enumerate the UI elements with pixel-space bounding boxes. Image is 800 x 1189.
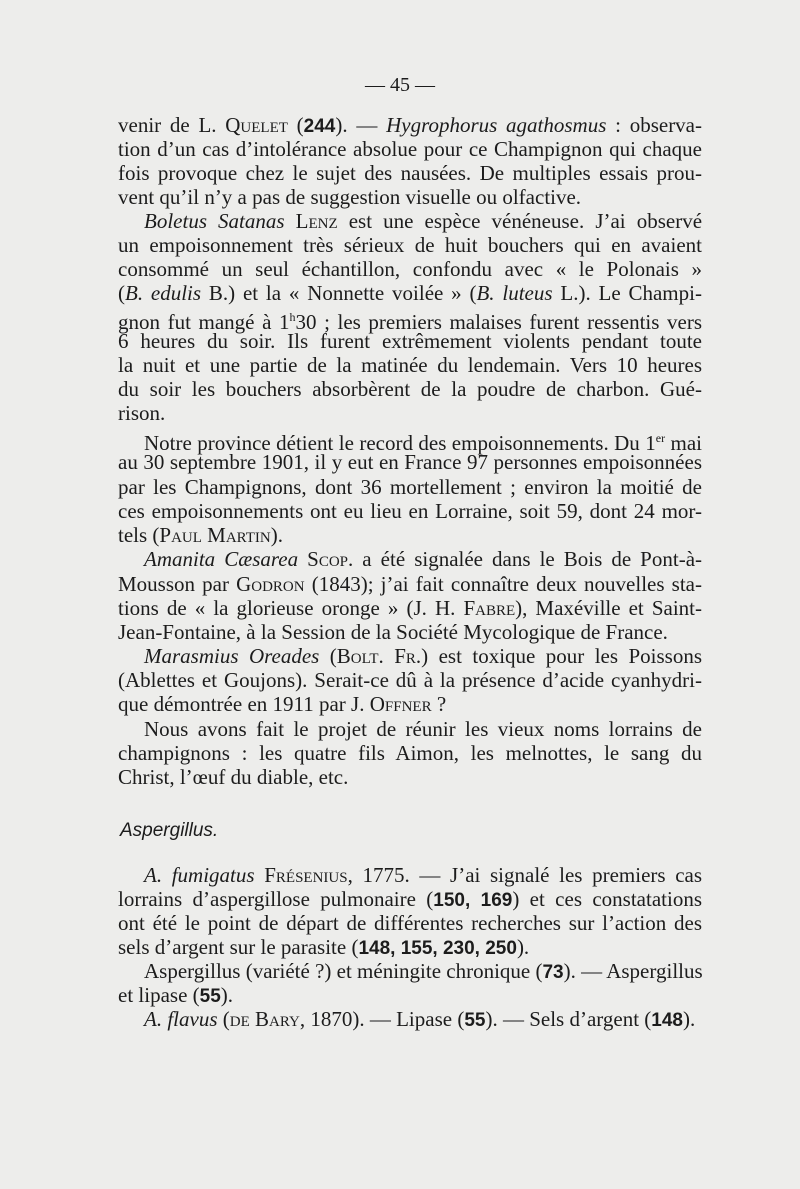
text-line [144,959,702,985]
text-segment: ces empoisonnements ont eu lieu en Lorraine, soit 59, dont 24 mor- [118,499,702,523]
text-line [118,935,702,961]
text-segment: gnon fut mangé à 1 [118,310,290,334]
text-segment: Mousson par [118,572,237,596]
text-segment: ( [118,281,125,305]
text-segment: mai [665,431,703,455]
text-segment [285,209,296,233]
text-segment: Amanita Cæsarea [144,547,299,571]
text-segment: de Bary [229,1007,300,1031]
text-line [144,209,702,233]
text-segment: fois provoque chez le sujet des nausées. De multiples essais prou- [118,161,702,185]
text-segment: B.) et la « Nonnette voilée » ( [201,281,477,305]
text-segment: ont été le point de départ de différentes recherches sur l’action des [118,911,702,935]
text-line [118,572,702,596]
text-line [118,475,702,499]
text-line [118,281,702,305]
text-line [118,257,702,281]
text-line [118,329,702,353]
text-line [118,741,702,765]
text-segment: vent qu’il n’y a pas de suggestion visuelle ou olfactive. [118,185,582,209]
text-segment: B. edulis [125,281,202,305]
text-segment: 244 [303,116,336,137]
text-line [118,233,702,257]
text-line [118,377,702,401]
text-segment: : observa- [606,113,702,137]
text-segment: 73 [542,962,564,983]
text-segment: h [289,310,296,324]
text-segment: Paul Martin [159,523,271,547]
text-line [118,620,702,644]
text-segment: 55 [464,1010,486,1031]
text-segment: . a été signalée dans le Bois de Pont-à- [348,547,703,571]
text-line [118,596,702,620]
text-segment: ? [431,692,447,716]
text-segment: A. fumigatus [144,863,255,887]
text-line [118,911,702,935]
text-segment: (1843); j’ai fait connaître deux nouvelles sta- [304,572,702,596]
text-segment: et lipase ( [118,983,200,1007]
text-segment: ) est toxique pour les Poissons [421,644,702,668]
text-segment: par les Champignons, dont 36 mortellement ; environ la moitié de [118,475,702,499]
text-segment: Godron [236,572,305,596]
text-segment: lorrains d’aspergillose pulmonaire ( [118,887,434,911]
text-segment: , 1870). — Lipase ( [299,1007,465,1031]
text-segment: A. flavus [144,1007,218,1031]
text-segment: Fabre [463,596,516,620]
text-segment: er [655,431,666,445]
text-segment: que démontrée en 1911 par J. [118,692,370,716]
text-segment: 30 ; les premiers malaises furent ressentis vers [295,310,703,334]
text-line [118,499,702,523]
text-line [118,668,702,692]
text-line [118,523,702,547]
text-line [118,401,702,425]
text-segment: Hygrophorus agathosmus [386,113,607,137]
text-segment: Notre province détient le record des empoisonnements. Du 1 [144,431,656,455]
text-line [118,353,702,377]
text-segment: ( [217,1007,230,1031]
text-segment: ), Maxéville et Saint- [515,596,702,620]
text-segment: rison. [118,401,166,425]
text-segment: ). [220,983,234,1007]
text-line [118,161,702,185]
text-segment: consommé un seul échantillon, confondu avec « le Polonais » [118,257,702,281]
text-segment: ). — [335,113,387,137]
text-segment: ). [270,523,284,547]
text-segment: la nuit et une partie de la matinée du lendemain. Vers 10 heures [118,353,702,377]
text-segment: tels ( [118,523,160,547]
text-line [118,887,702,913]
text-segment: champignons : les quatre fils Aimon, les melnottes, le sang du [118,741,702,765]
text-line [118,185,702,209]
text-segment: 148, 155, 230, 250 [358,938,517,959]
text-segment: venir de L. [118,113,226,137]
text-segment: Marasmius Oreades [144,644,320,668]
text-line [118,983,702,1009]
text-segment: Aspergillus (variété ?) et méningite chronique ( [144,959,543,983]
text-segment: tion d’un cas d’intolérance absolue pour ce Champignon qui chaque [118,137,702,161]
text-line [118,450,702,474]
text-segment: Lenz [295,209,338,233]
text-segment: Scop [307,547,349,571]
text-segment: ). — Aspergillus [563,959,703,983]
text-segment: Offner [369,692,432,716]
text-segment: L.). Le Champi- [552,281,702,305]
text-segment: tions de « la glorieuse oronge » (J. H. [118,596,464,620]
text-segment: ( [287,113,304,137]
text-line [144,863,702,887]
text-segment: ). — Sels d’argent ( [485,1007,652,1031]
text-segment: un empoisonnement très sérieux de huit bouchers qui en avaient [118,233,702,257]
text-segment: 55 [199,986,221,1007]
text-line [118,137,702,161]
text-segment: du soir les bouchers absorbèrent de la poudre de charbon. Gué- [118,377,702,401]
text-segment: Frésenius [264,863,348,887]
text-segment: au 30 septembre 1901, il y eut en France 97 personnes empoisonnées [118,450,702,474]
text-line [144,547,702,571]
text-segment: (Ablettes et Goujons). Serait-ce dû à la présence d’acide cyanhydri- [118,668,702,692]
text-line [118,692,702,716]
text-line [118,765,702,789]
text-segment [255,863,265,887]
text-segment: 150, 169 [433,890,513,911]
text-segment: ). [516,935,530,959]
text-segment: Bolt. Fr. [336,644,422,668]
text-segment: 148 [651,1010,683,1031]
text-line [144,1007,702,1033]
section-heading: Aspergillus. [120,820,219,841]
text-segment: sels d’argent sur le parasite ( [118,935,359,959]
text-segment: Jean-Fontaine, à la Session de la Société Mycologique de France. [118,620,668,644]
page-number: — 45 — [365,74,435,96]
text-segment: est une espèce vénéneuse. J’ai observé [337,209,703,233]
text-line [118,113,702,139]
text-segment: Boletus Satanas [144,209,285,233]
text-segment: Quelet [225,113,288,137]
text-line [144,644,702,668]
text-segment [298,547,307,571]
text-segment: B. luteus [476,281,553,305]
text-segment: Christ, l’œuf du diable, etc. [118,765,349,789]
text-segment: ) et ces constatations [512,887,702,911]
text-segment: Nous avons fait le projet de réunir les vieux noms lorrains de [144,717,702,741]
text-line [144,717,702,741]
text-segment: ). [683,1007,696,1031]
text-segment: ( [319,644,337,668]
text-segment: 6 heures du soir. Ils furent extrêmement violents pendant toute [118,329,702,353]
text-segment: , 1775. — J’ai signalé les premiers cas [347,863,703,887]
